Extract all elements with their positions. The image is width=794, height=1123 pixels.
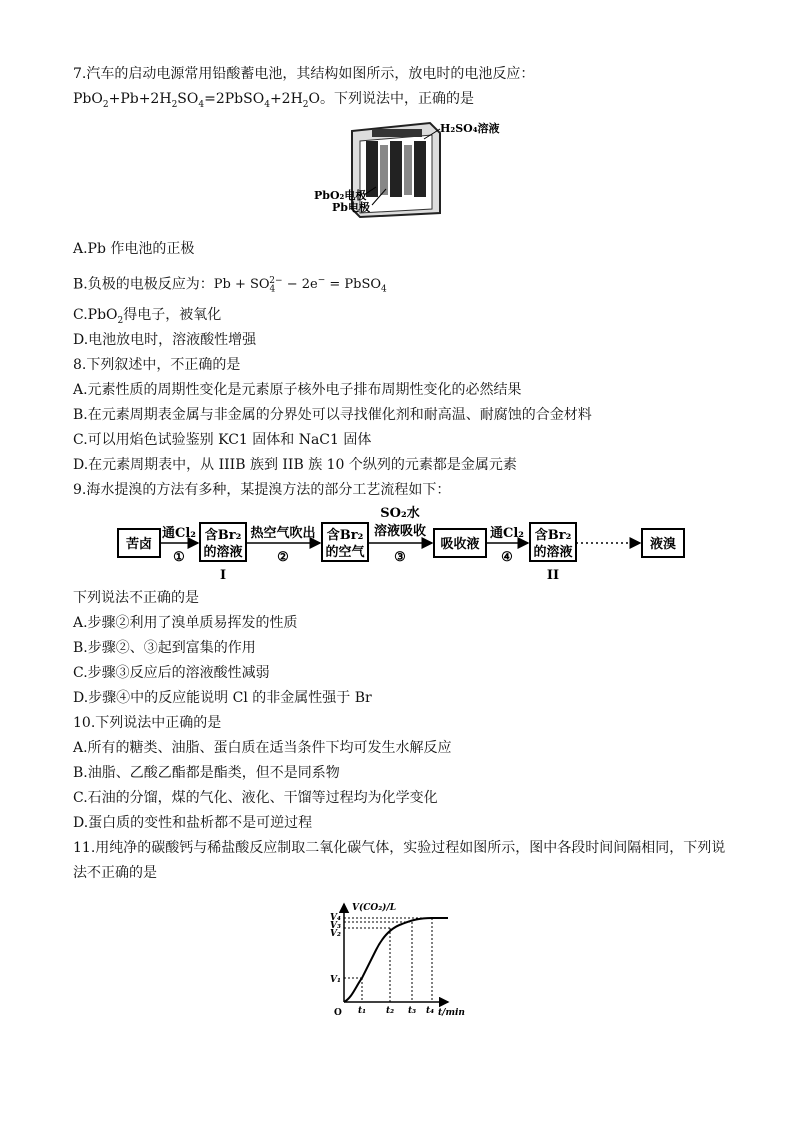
q8-option-a: A.元素性质的周期性变化是元素原子核外电子排布周期性变化的必然结果 [73, 382, 522, 398]
svg-text:通Cl₂: 通Cl₂ [490, 526, 524, 541]
svg-text:含Br₂: 含Br₂ [534, 528, 572, 543]
svg-text:吸收液: 吸收液 [440, 537, 480, 552]
q7-option-c: C.PbO$_2$得电子，被氧化 [73, 307, 222, 326]
svg-text:热空气吹出: 热空气吹出 [250, 526, 316, 541]
svg-text:液溴: 液溴 [649, 537, 677, 552]
q8-option-d: D.在元素周期表中，从 IIIB 族到 IIB 族 10 个纵列的元素都是金属元素 [73, 457, 517, 473]
y-axis-label: V(CO₂)/L [352, 903, 397, 913]
svg-text:④: ④ [501, 550, 513, 565]
y-tick-v4: V₄ [330, 913, 341, 923]
svg-text:苦卤: 苦卤 [125, 537, 153, 552]
q7-option-b: B.负极的电极反应为：$Pb + SO_4^{2-} - 2e^-$ = PbSO$_4$ [73, 276, 387, 295]
svg-text:的溶液: 的溶液 [533, 545, 573, 560]
svg-text:溶液吸收: 溶液吸收 [373, 524, 427, 539]
plate-4 [404, 145, 412, 195]
q7-stem: 7.汽车的启动电源常用铅酸蓄电池，其结构如图所示，放电时的电池反应： [73, 66, 535, 82]
bromine-extraction-flowchart [112, 503, 712, 585]
x-tick-t2: t₂ [386, 1006, 395, 1016]
plate-3 [390, 141, 402, 197]
svg-text:通Cl₂: 通Cl₂ [162, 526, 196, 541]
svg-text:含Br₂: 含Br₂ [204, 528, 242, 543]
q7-option-d: D.电池放电时，溶液酸性增强 [73, 332, 257, 348]
label-pb-electrode: Pb电极 [332, 201, 370, 214]
q9-option-a: A.步骤②利用了溴单质易挥发的性质 [73, 615, 298, 631]
q9-option-d: D.步骤④中的反应能说明 Cl 的非金属性强于 Br [73, 690, 372, 706]
plate-5 [414, 141, 426, 197]
svg-text:II: II [546, 568, 560, 583]
svg-text:的空气: 的空气 [325, 545, 365, 560]
x-axis-label: t/min [438, 1008, 465, 1018]
q10-option-a: A.所有的糖类、油脂、蛋白质在适当条件下均可发生水解反应 [73, 740, 452, 756]
q8-option-c: C.可以用焰色试验鉴别 KC1 固体和 NaC1 固体 [73, 432, 372, 448]
q10-option-d: D.蛋白质的变性和盐析都不是可逆过程 [73, 815, 313, 831]
y-tick-v2: V₂ [330, 929, 341, 939]
q10-stem: 10.下列说法中正确的是 [73, 715, 222, 731]
plate-2 [380, 145, 388, 195]
q11-stem-line1: 11.用纯净的碳酸钙与稀盐酸反应制取二氧化碳气体，实验过程如图所示，图中各段时间间隔相同，下列说 [73, 840, 726, 856]
lead-acid-battery-figure [300, 117, 520, 227]
origin-label: O [334, 1008, 342, 1018]
q11-stem-line2: 法不正确的是 [73, 865, 157, 881]
y-tick-v1: V₁ [330, 975, 341, 985]
svg-text:I: I [219, 568, 227, 583]
q9-stem: 9.海水提溴的方法有多种，某提溴方法的部分工艺流程如下： [73, 482, 451, 498]
q8-stem: 8.下列叙述中，不正确的是 [73, 357, 241, 373]
svg-text:①: ① [173, 550, 185, 565]
co2-volume-graph [316, 898, 476, 1020]
svg-text:SO₂水: SO₂水 [380, 506, 420, 521]
q7-option-a: A.Pb 作电池的正极 [73, 241, 195, 257]
svg-text:③: ③ [394, 550, 406, 565]
svg-text:含Br₂: 含Br₂ [326, 528, 364, 543]
q10-option-b: B.油脂、乙酸乙酯都是酯类，但不是同系物 [73, 765, 340, 781]
q7-equation: $PbO_2+Pb+2H_2SO_4=2PbSO_4+2H_2O$。下列说法中，正确的是 [73, 91, 475, 110]
label-h2so4: H₂SO₄溶液 [440, 122, 500, 135]
x-tick-t3: t₃ [408, 1006, 417, 1016]
plate-1 [366, 141, 378, 197]
y-tick-v3: V₃ [330, 921, 341, 931]
x-tick-t1: t₁ [358, 1006, 367, 1016]
svg-text:的溶液: 的溶液 [203, 545, 243, 560]
q9-sub-stem: 下列说法不正确的是 [73, 590, 199, 606]
q9-option-c: C.步骤③反应后的溶液酸性减弱 [73, 665, 270, 681]
q9-option-b: B.步骤②、③起到富集的作用 [73, 640, 256, 656]
q10-option-c: C.石油的分馏，煤的气化、液化、干馏等过程均为化学变化 [73, 790, 438, 806]
q8-option-b: B.在元素周期表金属与非金属的分界处可以寻找催化剂和耐高温、耐腐蚀的合金材料 [73, 407, 592, 423]
svg-text:②: ② [277, 550, 289, 565]
label-pbo2-electrode: PbO₂电极 [314, 189, 367, 202]
x-tick-t4: t₄ [426, 1006, 435, 1016]
terminal-bar [372, 129, 422, 137]
